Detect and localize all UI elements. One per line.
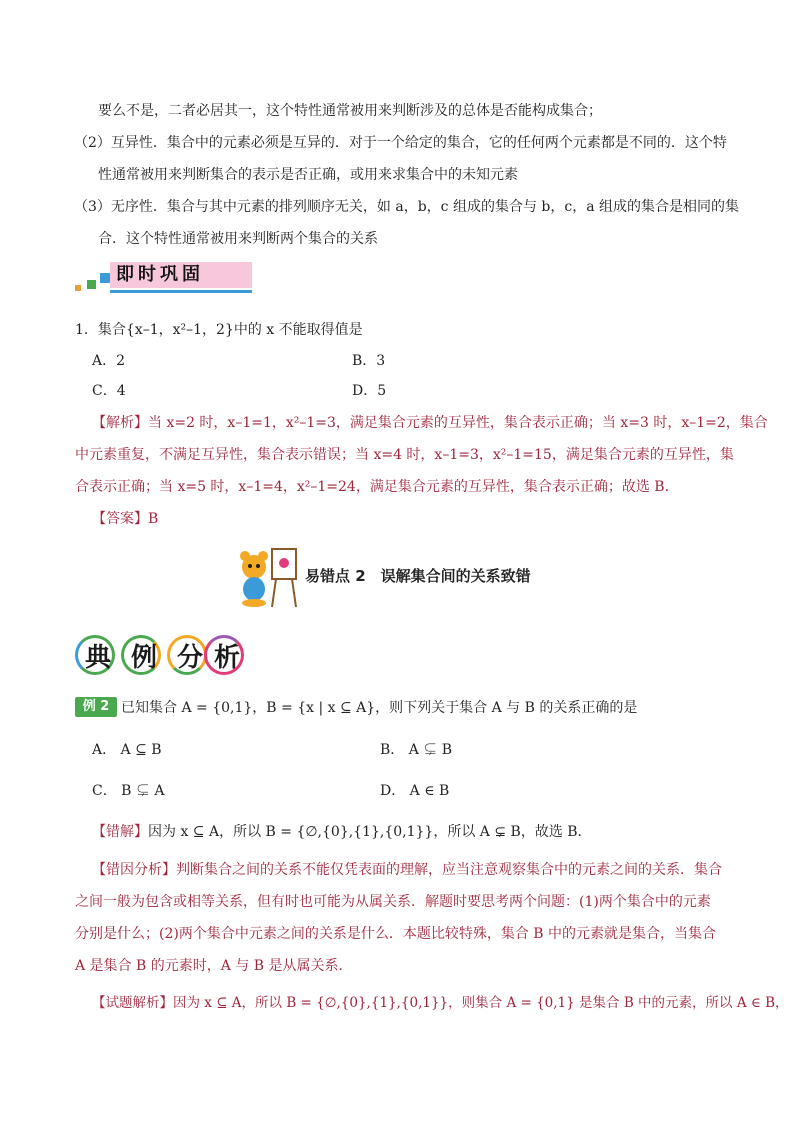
q1-option-c: C．4 bbox=[92, 383, 126, 399]
section-2-title: 易错点 2 误解集合间的关系致错 bbox=[305, 567, 531, 585]
banner-square-blue bbox=[100, 273, 110, 283]
wrong-label: 【错解】 bbox=[92, 824, 148, 840]
typical-circle-4: 析 bbox=[204, 635, 244, 675]
example2-option-b: B． A ⊊ B bbox=[380, 742, 453, 758]
typical-circle-1: 典 bbox=[75, 635, 115, 675]
example2-option-a: A． A ⊆ B bbox=[92, 742, 162, 758]
intro-p3-line-1: （3）无序性．集合与其中元素的排列顺序无关，如 a，b，c 组成的集合与 b，c，a 组成的集合是相同的集 bbox=[74, 199, 740, 215]
typical-circle-2: 例 bbox=[121, 635, 161, 675]
example-badge: 例 2 bbox=[75, 697, 117, 717]
q1-answer: 【答案】B bbox=[92, 511, 159, 527]
banner-square-green bbox=[87, 280, 96, 289]
intro-line-1: 要么不是，二者必居其一，这个特性通常被用来判断涉及的总体是否能构成集合； bbox=[98, 103, 602, 119]
example2-option-c: C． B ⊊ A bbox=[92, 783, 165, 799]
typical-circle-3: 分 bbox=[167, 635, 207, 675]
cause-line-4: A 是集合 B 的元素时，A 与 B 是从属关系． bbox=[75, 958, 353, 974]
cause-line-2: 之间一般为包含或相等关系，但有时也可能为从属关系．解题时要思考两个问题：(1)两个集合中的元素 bbox=[75, 894, 711, 910]
q1-answer-label: 【答案】 bbox=[92, 511, 148, 527]
q1-analysis-line-2: 中元素重复，不满足互异性，集合表示错误；当 x=4 时，x–1=3，x²–1=15，满足集合元素的互异性，集 bbox=[75, 447, 734, 463]
q1-analysis-line-3: 合表示正确；当 x=5 时，x–1=4，x²–1=24，满足集合元素的互异性，集合表示正确；故选 B． bbox=[75, 479, 679, 495]
intro-p2-line-2: 性通常被用来判断集合的表示是否正确，或用来求集合中的未知元素 bbox=[98, 167, 518, 183]
solution-label: 【试题解析】 bbox=[92, 995, 173, 1011]
banner-underline bbox=[110, 290, 252, 293]
cause-line-1: 【错因分析】判断集合之间的关系不能仅凭表面的理解，应当注意观察集合中的元素之间的关系．集合 bbox=[92, 862, 722, 878]
q1-option-a: A．2 bbox=[92, 353, 126, 369]
example2-option-d: D． A ∈ B bbox=[380, 783, 450, 799]
example2-stem: 已知集合 A = {0,1}，B = {x | x ⊆ A}，则下列关于集合 A 与 B 的关系正确的是 bbox=[121, 700, 638, 716]
q1-analysis-line-1: 【解析】当 x=2 时，x–1=1，x²–1=3，满足集合元素的互异性，集合表示正确；当 x=3 时，x–1=2，集合 bbox=[92, 415, 768, 431]
cause-line-3: 分别是什么；(2)两个集合中元素之间的关系是什么．本题比较特殊，集合 B 中的元素就是集合，当集合 bbox=[75, 926, 717, 942]
q1-option-b: B．3 bbox=[352, 353, 386, 369]
q1-stem: 1．集合{x–1，x²–1，2}中的 x 不能取得值是 bbox=[75, 322, 363, 338]
solution-line: 【试题解析】因为 x ⊆ A，所以 B = {∅,{0},{1},{0,1}}，则集合 A = {0,1} 是集合 B 中的元素，所以 A ∈ B， bbox=[92, 995, 789, 1011]
example2-wrong: 【错解】因为 x ⊆ A，所以 B = {∅,{0},{1},{0,1}}，所以 A ⊊ B，故选 B． bbox=[92, 824, 592, 840]
bear-mascot-icon bbox=[234, 545, 304, 610]
intro-p3-line-2: 合．这个特性通常被用来判断两个集合的关系 bbox=[98, 231, 378, 247]
q1-analysis-label: 【解析】 bbox=[92, 415, 148, 431]
banner-square-orange bbox=[75, 285, 81, 291]
q1-option-d: D．5 bbox=[352, 383, 387, 399]
section-title: 即时巩固 bbox=[110, 262, 252, 288]
intro-p2-line-1: （2）互异性．集合中的元素必须是互异的．对于一个给定的集合，它的任何两个元素都是不同的．这个特 bbox=[74, 135, 727, 151]
cause-label: 【错因分析】 bbox=[92, 862, 176, 878]
